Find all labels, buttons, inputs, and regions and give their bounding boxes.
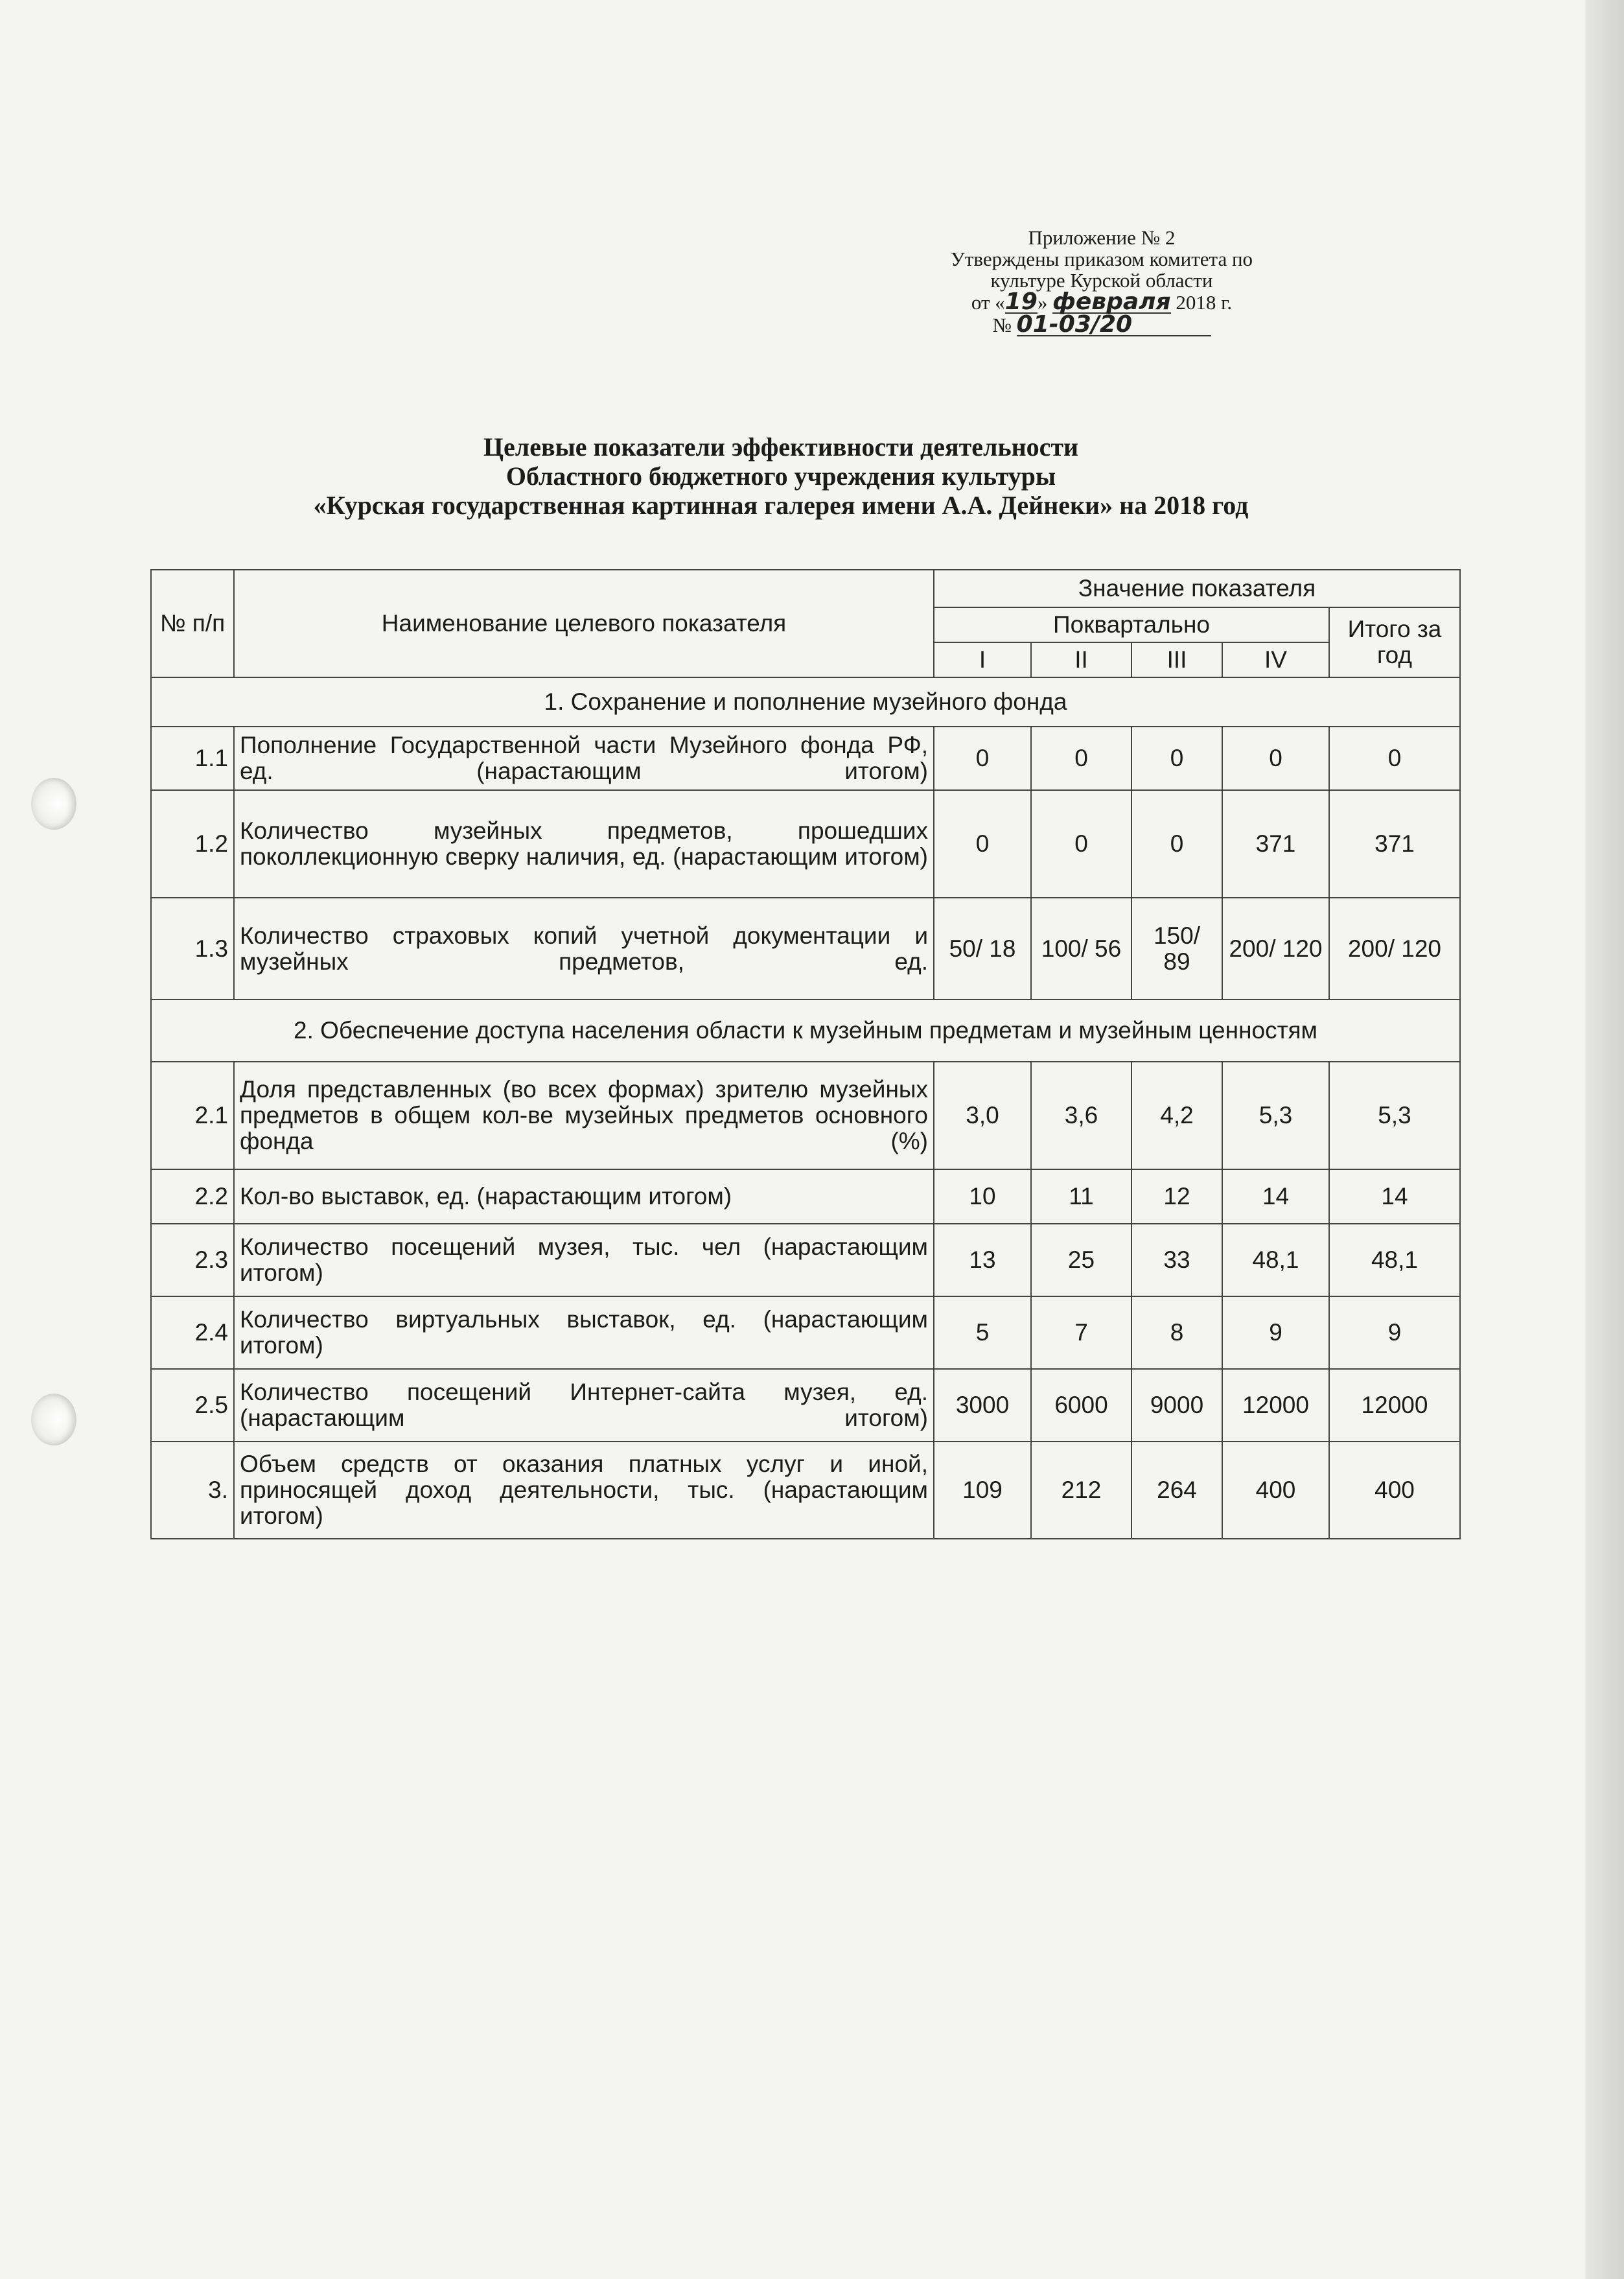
punch-hole-top xyxy=(31,778,76,830)
handwritten-day: 19 xyxy=(1004,288,1038,315)
section-title: 2. Обеспечение доступа населения области к музейным предметам и музейным ценностям xyxy=(151,999,1460,1062)
value-q2: 11 xyxy=(1031,1169,1131,1224)
value-total: 14 xyxy=(1329,1169,1460,1224)
value-total: 400 xyxy=(1329,1442,1460,1539)
approval-stamp-block xyxy=(894,227,1309,336)
value-q3: 150/ 89 xyxy=(1131,898,1222,999)
header-name: Наименование целевого показателя xyxy=(234,570,934,677)
header-num: № п/п xyxy=(151,570,234,677)
value-q2: 7 xyxy=(1031,1296,1131,1369)
row-number: 2.2 xyxy=(151,1169,234,1224)
value-q2: 25 xyxy=(1031,1224,1131,1296)
value-q3: 0 xyxy=(1131,790,1222,898)
value-q1: 10 xyxy=(934,1169,1031,1224)
value-total: 12000 xyxy=(1329,1369,1460,1442)
section-title: 1. Сохранение и пополнение музейного фонда xyxy=(151,677,1460,727)
header-value: Значение показателя xyxy=(934,570,1460,607)
value-q4: 400 xyxy=(1222,1442,1329,1539)
table-row xyxy=(151,1296,1460,1369)
header-total: Итого за год xyxy=(1329,607,1460,677)
table-row xyxy=(151,790,1460,898)
row-number: 1.3 xyxy=(151,898,234,999)
row-number: 2.1 xyxy=(151,1062,234,1169)
indicator-name: Количество посещений Интернет-сайта музея, ед. (нарастающим итогом) xyxy=(234,1369,934,1442)
value-q1: 5 xyxy=(934,1296,1031,1369)
row-number: 2.3 xyxy=(151,1224,234,1296)
value-total: 9 xyxy=(1329,1296,1460,1369)
appendix-number: Приложение № 2 xyxy=(1028,226,1176,249)
header-q2: II xyxy=(1031,642,1131,677)
row-number: 2.4 xyxy=(151,1296,234,1369)
value-total: 200/ 120 xyxy=(1329,898,1460,999)
handwritten-month: февраля xyxy=(1052,288,1171,315)
indicator-name: Доля представленных (во всех формах) зрителю музейных предметов в общем кол-ве музейных предметов основного фонда (%) xyxy=(234,1062,934,1169)
value-q4: 0 xyxy=(1222,727,1329,790)
value-q2: 0 xyxy=(1031,727,1131,790)
value-total: 371 xyxy=(1329,790,1460,898)
value-q1: 0 xyxy=(934,790,1031,898)
row-number: 1.1 xyxy=(151,727,234,790)
value-q3: 264 xyxy=(1131,1442,1222,1539)
value-q1: 50/ 18 xyxy=(934,898,1031,999)
value-q1: 3000 xyxy=(934,1369,1031,1442)
indicator-name: Объем средств от оказания платных услуг и иной, приносящей доход деятельности, тыс. (нарастающим итогом) xyxy=(234,1442,934,1539)
header-q3: III xyxy=(1131,642,1222,677)
table-row xyxy=(151,1442,1460,1539)
value-q4: 5,3 xyxy=(1222,1062,1329,1169)
table-row xyxy=(151,1062,1460,1169)
kpi-table xyxy=(150,569,1461,1539)
header-q4: IV xyxy=(1222,642,1329,677)
value-q2: 6000 xyxy=(1031,1369,1131,1442)
section-row xyxy=(151,677,1460,727)
value-q4: 371 xyxy=(1222,790,1329,898)
value-q3: 12 xyxy=(1131,1169,1222,1224)
value-q4: 200/ 120 xyxy=(1222,898,1329,999)
title-line: Целевые показатели эффективности деятельности xyxy=(483,432,1079,462)
indicator-name: Пополнение Государственной части Музейного фонда РФ, ед. (нарастающим итогом) xyxy=(234,727,934,790)
value-q3: 0 xyxy=(1131,727,1222,790)
value-q4: 14 xyxy=(1222,1169,1329,1224)
handwritten-order-number: 01-03/20 xyxy=(1017,314,1211,336)
value-q2: 100/ 56 xyxy=(1031,898,1131,999)
row-number: 3. xyxy=(151,1442,234,1539)
value-q3: 9000 xyxy=(1131,1369,1222,1442)
approval-date: от «19» февраля 2018 г. xyxy=(971,288,1233,315)
value-q3: 33 xyxy=(1131,1224,1222,1296)
document-title xyxy=(149,432,1413,520)
title-line: «Курская государственная картинная галерея имени А.А. Дейнеки» на 2018 год xyxy=(313,491,1249,520)
value-q3: 4,2 xyxy=(1131,1062,1222,1169)
header-q1: I xyxy=(934,642,1031,677)
indicator-name: Количество страховых копий учетной документации и музейных предметов, ед. xyxy=(234,898,934,999)
value-q1: 13 xyxy=(934,1224,1031,1296)
value-total: 0 xyxy=(1329,727,1460,790)
value-q2: 0 xyxy=(1031,790,1131,898)
approval-order-number: № 01-03/20 xyxy=(894,314,1309,336)
approval-line: Утверждены приказом комитета по xyxy=(950,248,1253,270)
table-row xyxy=(151,898,1460,999)
table-row xyxy=(151,727,1460,790)
row-number: 1.2 xyxy=(151,790,234,898)
section-row xyxy=(151,999,1460,1062)
punch-hole-bottom xyxy=(31,1394,76,1445)
indicator-name: Количество посещений музея, тыс. чел (нарастающим итогом) xyxy=(234,1224,934,1296)
table-row xyxy=(151,1169,1460,1224)
table-row xyxy=(151,1224,1460,1296)
value-q2: 3,6 xyxy=(1031,1062,1131,1169)
value-q2: 212 xyxy=(1031,1442,1131,1539)
page-edge-shadow xyxy=(1585,0,1624,2279)
indicator-name: Количество виртуальных выставок, ед. (нарастающим итогом) xyxy=(234,1296,934,1369)
title-line: Областного бюджетного учреждения культуры xyxy=(505,462,1056,491)
table-row xyxy=(151,1369,1460,1442)
value-total: 48,1 xyxy=(1329,1224,1460,1296)
value-q1: 109 xyxy=(934,1442,1031,1539)
value-q4: 9 xyxy=(1222,1296,1329,1369)
row-number: 2.5 xyxy=(151,1369,234,1442)
value-q4: 12000 xyxy=(1222,1369,1329,1442)
value-total: 5,3 xyxy=(1329,1062,1460,1169)
value-q3: 8 xyxy=(1131,1296,1222,1369)
indicator-name: Количество музейных предметов, прошедших поколлекционную сверку наличия, ед. (нарастающим итогом) xyxy=(234,790,934,898)
approval-line: культуре Курской области xyxy=(990,269,1213,292)
value-q4: 48,1 xyxy=(1222,1224,1329,1296)
value-q1: 3,0 xyxy=(934,1062,1031,1169)
value-q1: 0 xyxy=(934,727,1031,790)
header-quarterly: Поквартально xyxy=(934,607,1329,642)
indicator-name: Кол-во выставок, ед. (нарастающим итогом) xyxy=(234,1169,934,1224)
